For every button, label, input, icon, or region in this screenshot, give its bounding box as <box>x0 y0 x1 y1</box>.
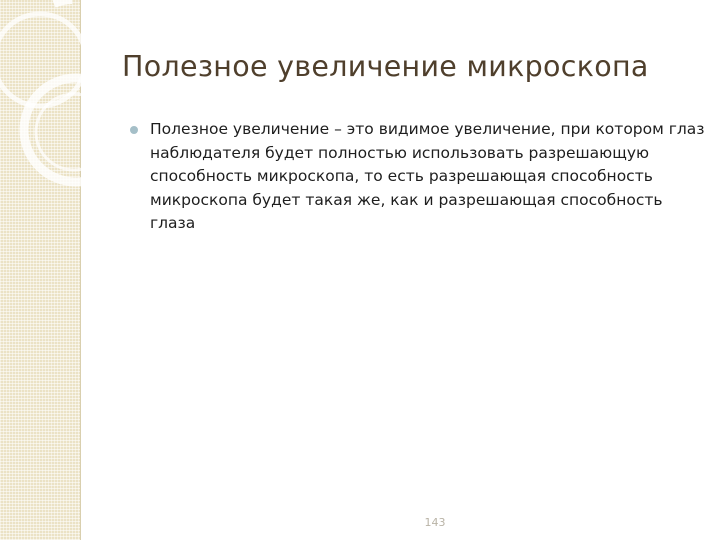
bullet-item <box>130 118 705 236</box>
slide-title: Полезное увеличение микроскопа <box>122 50 649 83</box>
bullet-definition: – это видимое увеличение, при котором глаз наблюдателя будет полностью использовать разрешающую способность микроскопа, то есть разрешающая способность микроскопа будет такая же, как и разрешающая способность глаза <box>150 120 705 232</box>
decorative-circles <box>0 0 120 300</box>
decorative-arc-top <box>54 0 72 4</box>
bullet-term: Полезное увеличение <box>150 120 330 138</box>
bullet-dot-icon <box>130 126 138 134</box>
decorative-ring-inner <box>36 94 112 170</box>
page-number: 143 <box>424 516 446 529</box>
bullet-text <box>150 118 705 236</box>
